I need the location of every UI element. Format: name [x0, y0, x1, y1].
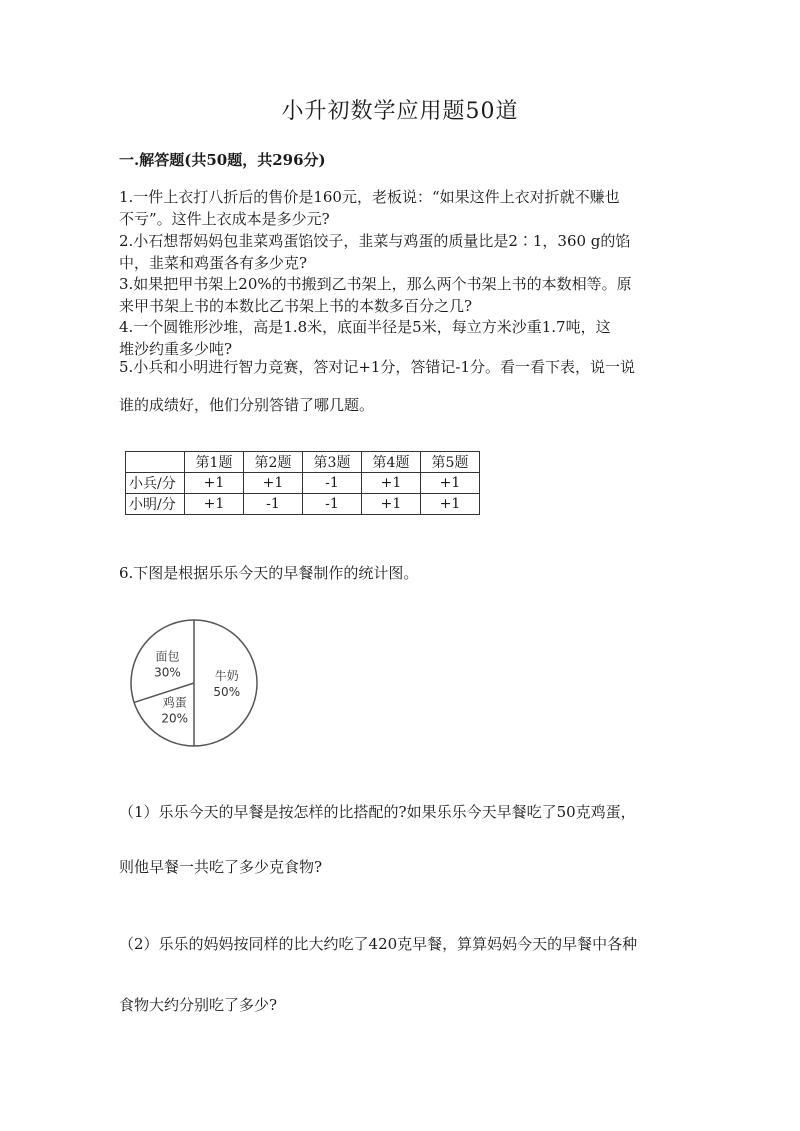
section-heading: 一.解答题(共50题，共296分): [119, 151, 326, 169]
table-cell: +1: [362, 473, 421, 494]
question-5-line-1: 5.小兵和小明进行智力竞赛，答对记+1分，答错记-1分。看一看下表，说一说: [119, 358, 636, 376]
question-4-line-2: 堆沙约重多少吨?: [119, 340, 233, 358]
question-6-sub-2-line-2: 食物大约分别吃了多少?: [119, 996, 278, 1014]
table-cell: +1: [185, 473, 244, 494]
question-1-line-1: 1.一件上衣打八折后的售价是160元，老板说：“如果这件上衣对折就不赚也: [119, 188, 620, 206]
pie-slice-label: 面包: [155, 649, 180, 664]
table-header-row: [126, 452, 480, 473]
table-row: [126, 473, 480, 494]
table-corner-cell: [126, 452, 185, 473]
pie-slice-label: 鸡蛋: [162, 695, 187, 710]
table-cell: -1: [303, 494, 362, 515]
pie-slice-percent: 50%: [213, 685, 241, 699]
question-4-line-1: 4.一个圆锥形沙堆，高是1.8米，底面半径是5米，每立方米沙重1.7吨，这: [119, 318, 611, 336]
pie-slice-percent: 30%: [154, 665, 181, 680]
question-6-sub-2-line-1: （2）乐乐的妈妈按同样的比大约吃了420克早餐，算算妈妈今天的早餐中各种: [119, 935, 638, 953]
question-3-line-1: 3.如果把甲书架上20%的书搬到乙书架上，那么两个书架上书的本数相等。原: [119, 275, 632, 293]
table-cell: -1: [303, 473, 362, 494]
question-6-line-1: 6.下图是根据乐乐今天的早餐制作的统计图。: [119, 564, 419, 582]
question-2-line-1: 2.小石想帮妈妈包韭菜鸡蛋馅饺子，韭菜与鸡蛋的质量比是2∶1，360 g的馅: [119, 232, 631, 250]
row-label: 小明/分: [126, 494, 185, 515]
question-6-sub-1-line-2: 则他早餐一共吃了多少克食物?: [119, 858, 323, 876]
table-cell: -1: [244, 494, 303, 515]
table-cell: +1: [244, 473, 303, 494]
table-cell: +1: [185, 494, 244, 515]
pie-slice-label: 牛奶: [214, 669, 239, 683]
table-header-cell: 第3题: [303, 452, 362, 473]
score-table: [125, 451, 480, 515]
pie-slice-percent: 20%: [161, 711, 189, 726]
breakfast-pie-chart: [128, 617, 268, 757]
page-title: 小升初数学应用题50道: [281, 99, 519, 124]
table-header-cell: 第1题: [185, 452, 244, 473]
question-5-line-2: 谁的成绩好，他们分别答错了哪几题。: [119, 396, 375, 414]
table-cell: +1: [362, 494, 421, 515]
table-cell: +1: [421, 473, 480, 494]
table-header-cell: 第2题: [244, 452, 303, 473]
question-6-sub-1-line-1: （1）乐乐今天的早餐是按怎样的比搭配的?如果乐乐今天早餐吃了50克鸡蛋，: [119, 803, 636, 821]
table-cell: +1: [421, 494, 480, 515]
question-1-line-2: 不亏”。这件上衣成本是多少元?: [119, 210, 330, 228]
question-3-line-2: 来甲书架上书的本数比乙书架上书的本数多百分之几?: [119, 297, 473, 315]
table-row: [126, 494, 480, 515]
table-header-cell: 第5题: [421, 452, 480, 473]
table-header-cell: 第4题: [362, 452, 421, 473]
question-2-line-2: 中，韭菜和鸡蛋各有多少克?: [119, 254, 308, 272]
row-label: 小兵/分: [126, 473, 185, 494]
